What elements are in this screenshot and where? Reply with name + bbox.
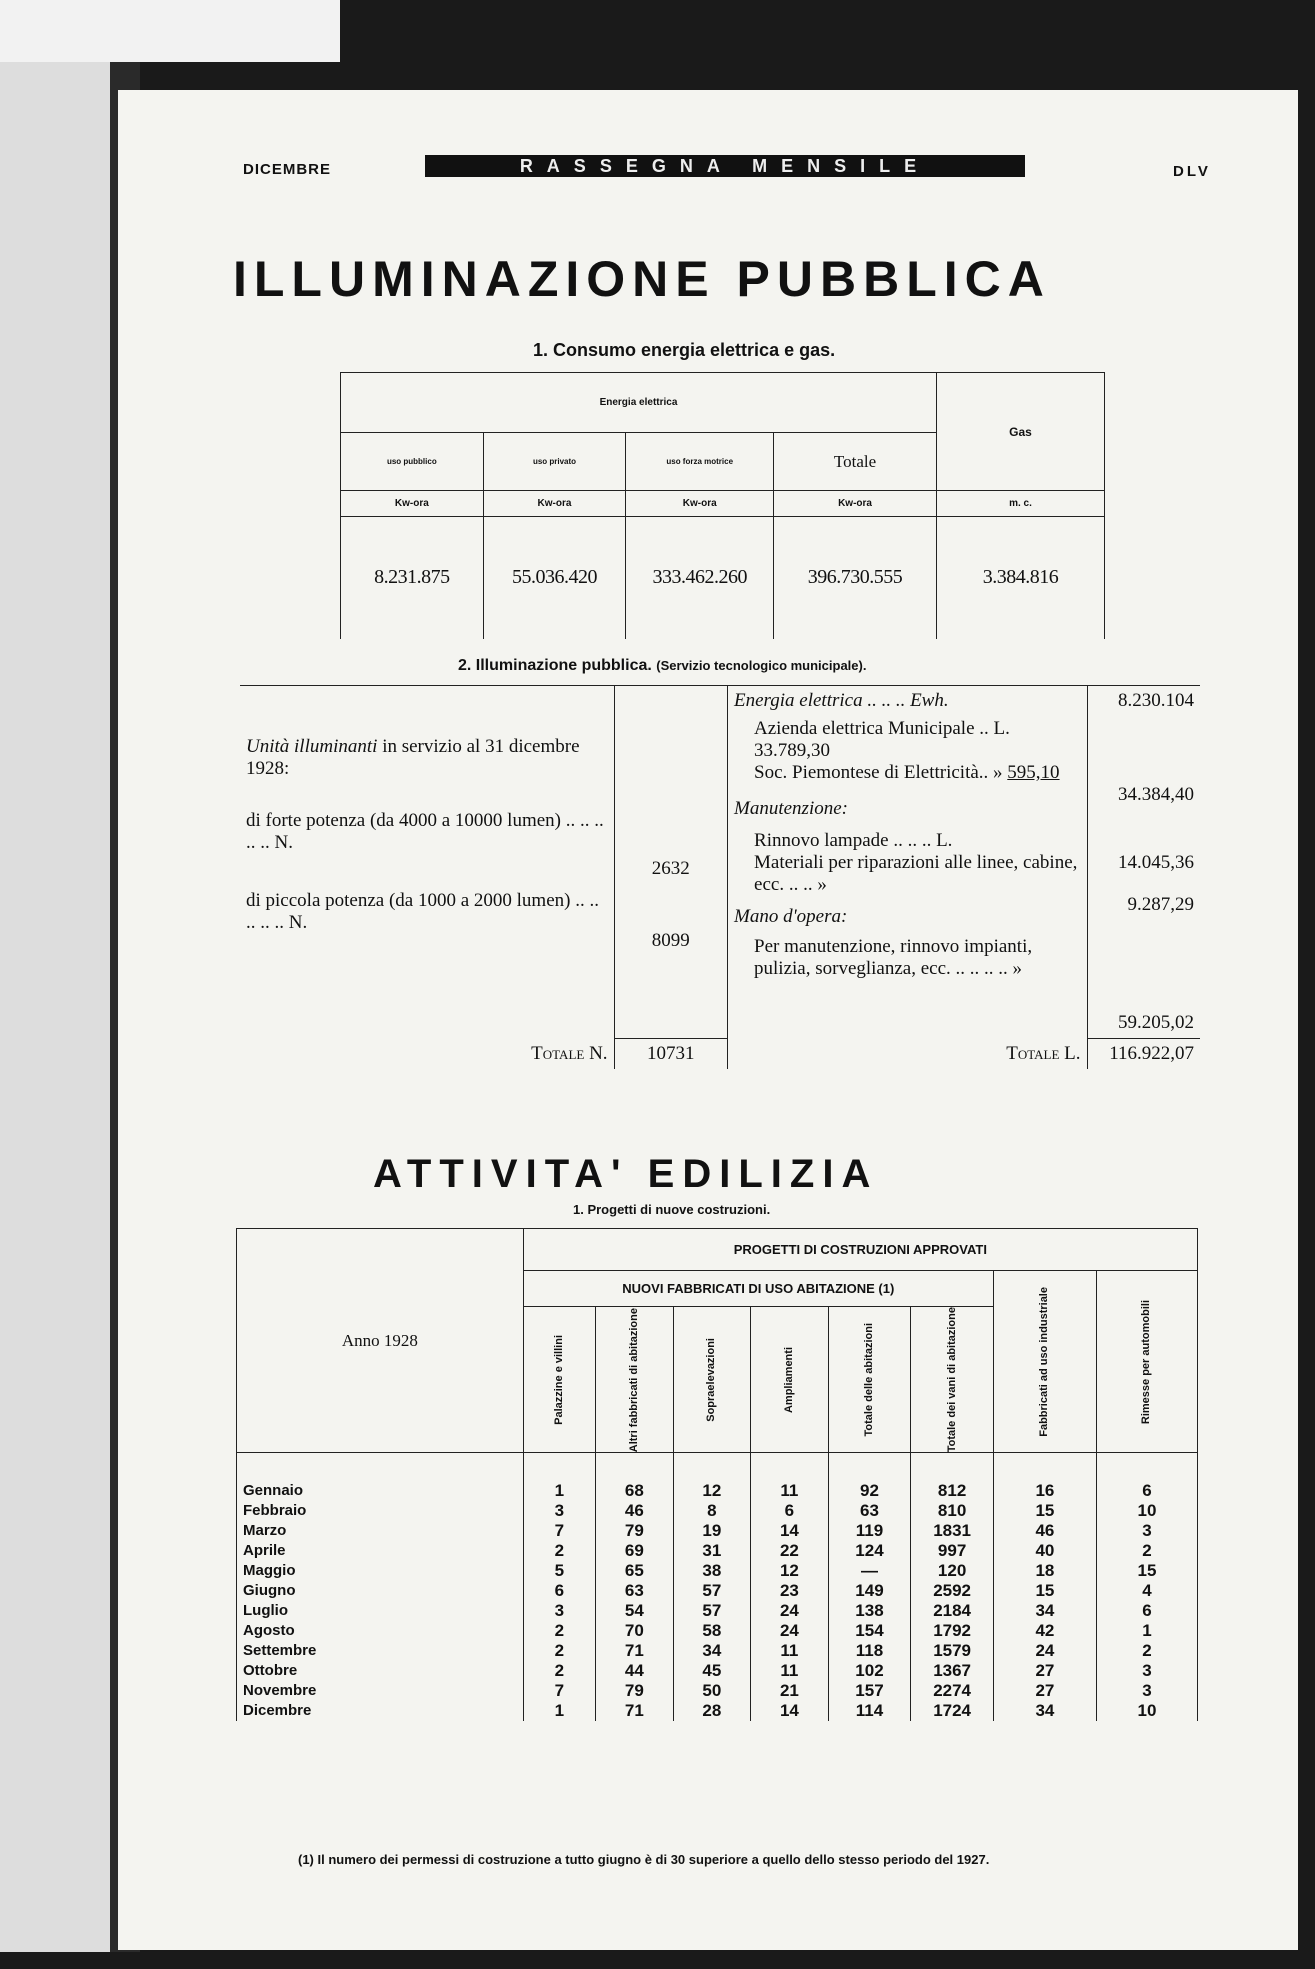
forte-value: 2632 bbox=[651, 858, 690, 879]
cell-value: 997 bbox=[911, 1541, 994, 1561]
header-journal-title: RASSEGNA MENSILE bbox=[425, 155, 1025, 177]
table-row bbox=[237, 1481, 1198, 1501]
cell-value: 812 bbox=[911, 1481, 994, 1501]
cell-value: 11 bbox=[751, 1641, 829, 1661]
soc-text: Soc. Piemontese di Elettricità.. » bbox=[754, 762, 1003, 783]
cell-value: 1 bbox=[523, 1701, 595, 1721]
col-header-palazzine-text: Palazzine e villini bbox=[552, 1334, 565, 1425]
subtitle-illuminazione-text: 2. Illuminazione pubblica. bbox=[458, 657, 652, 674]
unit-2: Kw-ora bbox=[483, 491, 626, 517]
cell-value: 18 bbox=[993, 1561, 1096, 1581]
cell-value: 1831 bbox=[911, 1521, 994, 1541]
edilizia-table bbox=[236, 1228, 1198, 1721]
cell-value: 54 bbox=[596, 1601, 674, 1621]
table-row bbox=[237, 1581, 1198, 1601]
unit-4: Kw-ora bbox=[774, 491, 937, 517]
cell-value: 45 bbox=[673, 1661, 751, 1681]
cell-value: 34 bbox=[993, 1701, 1096, 1721]
value-gas: 3.384.816 bbox=[936, 517, 1104, 639]
cell-value: 14 bbox=[751, 1701, 829, 1721]
unit-5: m. c. bbox=[936, 491, 1104, 517]
cell-value: 44 bbox=[596, 1661, 674, 1681]
piccola-label: di piccola potenza (da 1000 a 2000 lumen) .. .. .. .. .. N. bbox=[246, 890, 599, 933]
month-label: Maggio bbox=[237, 1561, 524, 1581]
cell-value: 6 bbox=[751, 1501, 829, 1521]
month-label: Febbraio bbox=[237, 1501, 524, 1521]
table-row bbox=[237, 1621, 1198, 1641]
month-label: Gennaio bbox=[237, 1481, 524, 1501]
units-title-rest: in servizio al 31 dicembre 1928: bbox=[246, 736, 580, 779]
document-page bbox=[118, 90, 1298, 1950]
cell-value: 34 bbox=[993, 1601, 1096, 1621]
cell-value: 7 bbox=[523, 1681, 595, 1701]
cell-value: 40 bbox=[993, 1541, 1096, 1561]
table-row bbox=[237, 1501, 1198, 1521]
cell-value: 23 bbox=[751, 1581, 829, 1601]
cell-value: 63 bbox=[828, 1501, 911, 1521]
value-uso-pubblico: 8.231.875 bbox=[341, 517, 484, 639]
units-title: Unità illuminanti bbox=[246, 736, 378, 757]
cell-value: 3 bbox=[523, 1501, 595, 1521]
cell-value: 4 bbox=[1096, 1581, 1197, 1601]
table-row bbox=[237, 1681, 1198, 1701]
month-label: Dicembre bbox=[237, 1701, 524, 1721]
units-values-column bbox=[614, 686, 727, 1039]
cell-value: 6 bbox=[523, 1581, 595, 1601]
value-uso-privato: 55.036.420 bbox=[483, 517, 626, 639]
cell-value: 22 bbox=[751, 1541, 829, 1561]
materiali-label: Materiali per riparazioni alle linee, cabine, ecc. .. .. » bbox=[754, 852, 1078, 895]
cell-value: 31 bbox=[673, 1541, 751, 1561]
cell-value: 34 bbox=[673, 1641, 751, 1661]
cell-value: 24 bbox=[751, 1621, 829, 1641]
energia-value: 8.230.104 bbox=[1118, 690, 1194, 711]
value-forza-motrice: 333.462.260 bbox=[626, 517, 774, 639]
group-header: PROGETTI DI COSTRUZIONI APPROVATI bbox=[523, 1229, 1197, 1271]
cell-value: 3 bbox=[523, 1601, 595, 1621]
col-forza-motrice: uso forza motrice bbox=[626, 433, 774, 491]
cell-value: 65 bbox=[596, 1561, 674, 1581]
illuminazione-table bbox=[240, 685, 1200, 1069]
cell-value: 12 bbox=[673, 1481, 751, 1501]
cell-value: 1792 bbox=[911, 1621, 994, 1641]
cell-value: 8 bbox=[673, 1501, 751, 1521]
unit-1: Kw-ora bbox=[341, 491, 484, 517]
cell-value: 6 bbox=[1096, 1601, 1197, 1621]
cell-value: 71 bbox=[596, 1701, 674, 1721]
sub-header: NUOVI FABBRICATI DI USO ABITAZIONE (1) bbox=[523, 1271, 993, 1307]
cell-value: 154 bbox=[828, 1621, 911, 1641]
per-manut-label: Per manutenzione, rinnovo impianti, pulizia, sorveglianza, ecc. .. .. .. .. » bbox=[754, 936, 1033, 979]
col-header-altri bbox=[596, 1307, 674, 1453]
cell-value: 46 bbox=[993, 1521, 1096, 1541]
cell-value: 15 bbox=[993, 1581, 1096, 1601]
col-totale: Totale bbox=[774, 433, 937, 491]
cell-value: 2 bbox=[523, 1661, 595, 1681]
header-page-number: DLV bbox=[1173, 163, 1211, 180]
table-row bbox=[237, 1541, 1198, 1561]
month-label: Agosto bbox=[237, 1621, 524, 1641]
totale-n-label: Totale N. bbox=[240, 1039, 614, 1070]
cell-value: 3 bbox=[1096, 1521, 1197, 1541]
cell-value: 10 bbox=[1096, 1701, 1197, 1721]
header-month: DICEMBRE bbox=[243, 161, 332, 178]
cell-value: 124 bbox=[828, 1541, 911, 1561]
table-row bbox=[237, 1521, 1198, 1541]
col-header-soprael bbox=[673, 1307, 751, 1453]
cell-value: 120 bbox=[911, 1561, 994, 1581]
cell-value: 11 bbox=[751, 1661, 829, 1681]
cell-value: 19 bbox=[673, 1521, 751, 1541]
cell-value: 1367 bbox=[911, 1661, 994, 1681]
cell-value: 5 bbox=[523, 1561, 595, 1581]
table-row bbox=[237, 1641, 1198, 1661]
cell-value: 2 bbox=[1096, 1641, 1197, 1661]
cell-value: 92 bbox=[828, 1481, 911, 1501]
edilizia-rows bbox=[237, 1481, 1198, 1721]
costs-column bbox=[728, 686, 1087, 1039]
col-uso-privato: uso privato bbox=[483, 433, 626, 491]
value-totale: 396.730.555 bbox=[774, 517, 937, 639]
manutenzione-label: Manutenzione: bbox=[734, 798, 848, 819]
col-header-totale-vani-text: Totale dei vani di abitazione bbox=[945, 1307, 958, 1453]
cell-value: 1 bbox=[523, 1481, 595, 1501]
cell-value: 2274 bbox=[911, 1681, 994, 1701]
top-margin bbox=[0, 0, 340, 62]
cell-value: 21 bbox=[751, 1681, 829, 1701]
costs-values-column bbox=[1087, 686, 1200, 1039]
cell-value: 1 bbox=[1096, 1621, 1197, 1641]
table-row bbox=[237, 1601, 1198, 1621]
azienda-label bbox=[734, 718, 1080, 762]
cell-value: 42 bbox=[993, 1621, 1096, 1641]
cell-value: 58 bbox=[673, 1621, 751, 1641]
cell-value: 12 bbox=[751, 1561, 829, 1581]
cell-value: 79 bbox=[596, 1681, 674, 1701]
col-header-totale-vani bbox=[911, 1307, 994, 1453]
consumo-table bbox=[340, 372, 1105, 639]
totale-l-label: Totale L. bbox=[728, 1039, 1087, 1070]
forte-label: di forte potenza (da 4000 a 10000 lumen) .. .. .. .. .. N. bbox=[246, 810, 604, 853]
cell-value: 24 bbox=[751, 1601, 829, 1621]
col-header-rimesse bbox=[1096, 1271, 1197, 1453]
cell-value: 2592 bbox=[911, 1581, 994, 1601]
footnote: (1) Il numero dei permessi di costruzione a tutto giugno è di 30 superiore a quello dello stesso periodo del 1927. bbox=[298, 1852, 990, 1867]
cell-value: 10 bbox=[1096, 1501, 1197, 1521]
col-header-totale-abit-text: Totale delle abitazioni bbox=[862, 1322, 875, 1437]
cell-value: 28 bbox=[673, 1701, 751, 1721]
materiali-value: 9.287,29 bbox=[1127, 894, 1194, 915]
cell-value: 157 bbox=[828, 1681, 911, 1701]
cell-value: 16 bbox=[993, 1481, 1096, 1501]
month-label: Luglio bbox=[237, 1601, 524, 1621]
unit-3: Kw-ora bbox=[626, 491, 774, 517]
cell-value: 50 bbox=[673, 1681, 751, 1701]
month-label: Giugno bbox=[237, 1581, 524, 1601]
soc-value: 595,10 bbox=[1007, 762, 1060, 783]
subtitle-illuminazione-note: (Servizio tecnologico municipale). bbox=[656, 658, 867, 673]
cell-value: 118 bbox=[828, 1641, 911, 1661]
rinnovo-value: 14.045,36 bbox=[1118, 852, 1194, 873]
totale-l-value: 116.922,07 bbox=[1087, 1039, 1200, 1070]
mano-label: Mano d'opera: bbox=[734, 906, 848, 927]
cell-value: 810 bbox=[911, 1501, 994, 1521]
month-label: Marzo bbox=[237, 1521, 524, 1541]
cell-value: 24 bbox=[993, 1641, 1096, 1661]
month-label: Ottobre bbox=[237, 1661, 524, 1681]
cell-value: 70 bbox=[596, 1621, 674, 1641]
units-column bbox=[240, 686, 614, 1039]
rinnovo-label: Rinnovo lampade .. .. .. L. bbox=[754, 830, 953, 851]
soc-total-value: 34.384,40 bbox=[1118, 784, 1194, 805]
cell-value: 57 bbox=[673, 1601, 751, 1621]
cell-value: 2 bbox=[523, 1621, 595, 1641]
cell-value: 68 bbox=[596, 1481, 674, 1501]
cell-value: 7 bbox=[523, 1521, 595, 1541]
piccola-value: 8099 bbox=[651, 930, 690, 951]
cell-value: 11 bbox=[751, 1481, 829, 1501]
section-title-illuminazione: ILLUMINAZIONE PUBBLICA bbox=[233, 251, 1051, 307]
cell-value: 149 bbox=[828, 1581, 911, 1601]
azienda-value: 33.789,30 bbox=[754, 740, 831, 761]
cell-value: 38 bbox=[673, 1561, 751, 1581]
col-header-industriale bbox=[993, 1271, 1096, 1453]
subtitle-consumo: 1. Consumo energia elettrica e gas. bbox=[533, 340, 836, 360]
col-header-rimesse-text: Rimesse per automobili bbox=[1140, 1299, 1153, 1424]
energia-label: Energia elettrica .. .. .. Ewh. bbox=[734, 690, 949, 711]
cell-value: 119 bbox=[828, 1521, 911, 1541]
cell-value: 6 bbox=[1096, 1481, 1197, 1501]
subtitle-illuminazione bbox=[458, 657, 866, 675]
energia-header: Energia elettrica bbox=[341, 373, 937, 433]
col-header-totale-abit bbox=[828, 1307, 911, 1453]
cell-value: 14 bbox=[751, 1521, 829, 1541]
cell-value: 102 bbox=[828, 1661, 911, 1681]
col-uso-pubblico: uso pubblico bbox=[341, 433, 484, 491]
col-header-palazzine bbox=[523, 1307, 595, 1453]
col-header-ampliamenti bbox=[751, 1307, 829, 1453]
cell-value: 2 bbox=[1096, 1541, 1197, 1561]
section-title-edilizia: ATTIVITA' EDILIZIA bbox=[373, 1152, 879, 1196]
cell-value: 46 bbox=[596, 1501, 674, 1521]
cell-value: 2 bbox=[523, 1641, 595, 1661]
cell-value: 114 bbox=[828, 1701, 911, 1721]
cell-value: 79 bbox=[596, 1521, 674, 1541]
cell-value: 71 bbox=[596, 1641, 674, 1661]
cell-value: 2 bbox=[523, 1541, 595, 1561]
subtitle-progetti: 1. Progetti di nuove costruzioni. bbox=[573, 1202, 771, 1217]
soc-label bbox=[734, 762, 1080, 784]
month-label: Novembre bbox=[237, 1681, 524, 1701]
cell-value: 3 bbox=[1096, 1681, 1197, 1701]
azienda-text: Azienda elettrica Municipale .. L. bbox=[754, 718, 1010, 739]
cell-value: 3 bbox=[1096, 1661, 1197, 1681]
year-header: Anno 1928 bbox=[237, 1229, 524, 1453]
cell-value: 57 bbox=[673, 1581, 751, 1601]
totale-n-value: 10731 bbox=[614, 1039, 727, 1070]
per-manut-value: 59.205,02 bbox=[1118, 1012, 1194, 1033]
cell-value: 27 bbox=[993, 1681, 1096, 1701]
month-label: Settembre bbox=[237, 1641, 524, 1661]
cell-value: 15 bbox=[1096, 1561, 1197, 1581]
cell-value: 69 bbox=[596, 1541, 674, 1561]
cell-value: 1724 bbox=[911, 1701, 994, 1721]
cell-value: 1579 bbox=[911, 1641, 994, 1661]
cell-value: 27 bbox=[993, 1661, 1096, 1681]
running-header bbox=[118, 155, 1298, 185]
cell-value: 63 bbox=[596, 1581, 674, 1601]
col-header-industriale-text: Fabbricati ad uso industriale bbox=[1038, 1286, 1051, 1437]
cell-value: 15 bbox=[993, 1501, 1096, 1521]
cell-value: 138 bbox=[828, 1601, 911, 1621]
table-row bbox=[237, 1701, 1198, 1721]
gas-header: Gas bbox=[936, 373, 1104, 491]
col-header-altri-text: Altri fabbricati di abitazione bbox=[627, 1307, 640, 1452]
cell-value: — bbox=[828, 1561, 911, 1581]
col-header-soprael-text: Sopraelevazioni bbox=[705, 1337, 718, 1422]
table-row bbox=[237, 1661, 1198, 1681]
table-row bbox=[237, 1561, 1198, 1581]
cell-value: 2184 bbox=[911, 1601, 994, 1621]
month-label: Aprile bbox=[237, 1541, 524, 1561]
col-header-ampliamenti-text: Ampliamenti bbox=[782, 1346, 795, 1413]
